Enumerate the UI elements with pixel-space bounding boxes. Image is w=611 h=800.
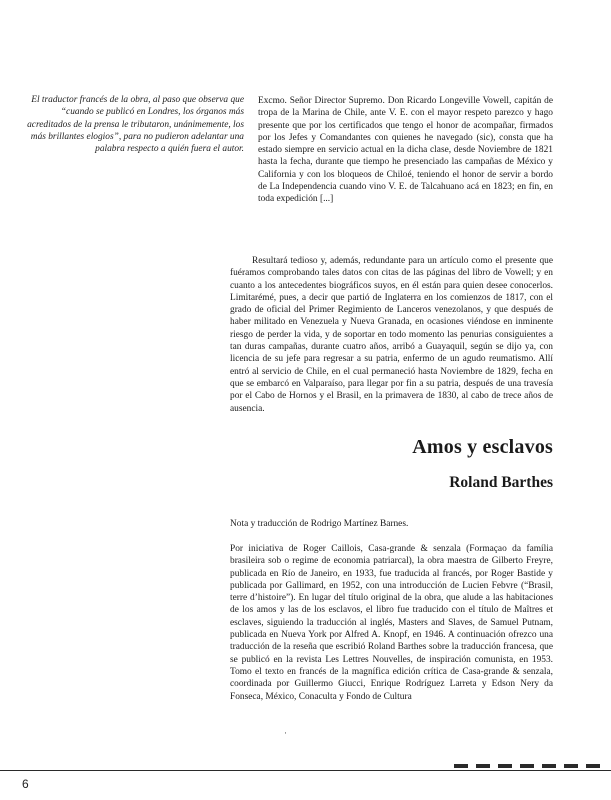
page-number: 6 [22,777,29,791]
footer-dashes [454,764,604,768]
body-paragraph-2: Por iniciativa de Roger Caillois, Casa-grande & senzala (Formaçao da família brasileira sob o regime de economia patriarcal), la obra maestra de Gilberto Freyre, publicada en Río de Janeiro, en 1933, fue traducida al francés, por Roger Bastide y publicada por Gallimard, en 1952, con una introducción de Lucien Febvre (“Brasil, terre d’histoire”). En lugar del título original de la obra, que alude a las habitaciones de los amos y las de los esclavos, el libro fue traducido con el título de Maîtres et esclaves, siguiendo la traducción al inglés, Masters and Slaves, de Samuel Putnam, publicada en Nueva York por Alfred A. Knopf, en 1946. A continuación ofrezco una traducción de la reseña que escribió Roland Barthes sobre la traducción francesa, que se publicó en la revista Les Lettres Nouvelles, de inspiración comunista, en 1953. Tomo el texto en francés de la magnífica edición crítica de Casa-grande & senzala, coordinada por Guillermo Giucci, Enrique Rodríguez Larreta y Edson Nery da Fonseca, México, Conaculta y Fondo de Cultura [230,544,553,702]
footer-rule [0,770,611,771]
translator-note: Nota y traducción de Rodrigo Martínez Barnes. [230,519,409,529]
body-paragraph-1: Resultará tedioso y, además, redundante para un artículo como el presente que fuéramos comprobando tales datos con citas de las páginas del libro de Vowell; y en cuanto a los antecedentes biográficos suyos, en él están para quien desee conocerlos. Limitarémé, pues, a decir que partió de Inglaterra en los comienzos de 1817, con el grado de oficial del Primer Regimiento de Lanceros venezolanos, y que después de haber militado en Venezuela y Nueva Granada, en ocasiones viéndose en inminente riesgo de perder la vida, y de soportar en todo momento las penurias consiguientes a tan duras campañas, durante cuatro años, arribó a Guayaquil, según se dijo ya, con licencia de su jefe para regresar a su patria, enfermo de un agudo reumatismo. Allí entró al servicio de Chile, en el cual permaneció hasta Noviembre de 1829, fecha en que se embarcó en Valparaíso, para llegar por fin a su patria, después de una travesía por el Cabo de Hornos y el Brasil, en la primavera de 1830, al cabo de trece años de ausencia. [230,256,553,414]
article-author: Roland Barthes [449,474,553,491]
margin-note: El traductor francés de la obra, al paso que observa que “cuando se publicó en Londres, los órganos más acreditados de la prensa le tributaron, unánimemente, los más brillantes elogios”, para no pudieron adelantar una palabra respecto a quién fuera el autor. [27,95,244,155]
small-mark: · [284,728,287,738]
block-quote: Excmo. Señor Director Supremo. Don Ricardo Longeville Vowell, capitán de tropa de la Marina de Chile, ante V. E. con el mayor respeto parezco y hago presente que por los certificados que tengo el honor de acompañar, firmados por los Jefes y Comandantes con quienes he navegado (sic), consta que ha estado siempre en servicio actual en la dicha clase, desde Noviembre de 1821 hasta la fecha, durante que tiempo he presenciado las campañas de México y California y con los bloqueos de Chiloé, teniendo el honor de servir a bordo de La Independencia cuando vino V. E. de Talcahuano acá en 1823; en fin, en toda expedición [...] [258,96,553,205]
article-title: Amos y esclavos [412,436,553,458]
